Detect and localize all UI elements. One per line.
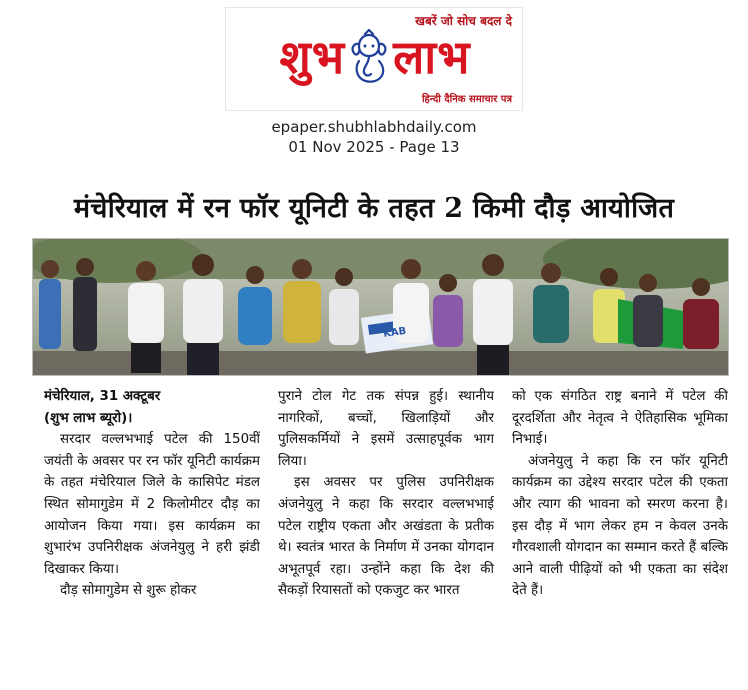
- article-headline: मंचेरियाल में रन फॉर यूनिटी के तहत 2 किमी दौड़ आयोजित: [73, 193, 675, 224]
- paragraph: पुराने टोल गेट तक संपन्न हुई। स्थानीय नागरिकों, बच्चों, खिलाड़ियों और पुलिसकर्मियों ने इसमें उत्साहपूर्वक भाग लिया।: [278, 389, 494, 469]
- logo-word-left: शुभ: [279, 30, 346, 84]
- paragraph: सरदार वल्लभभाई पटेल की 150वीं जयंती के अवसर पर रन फॉर यूनिटी कार्यक्रम के तहत मंचेरियाल जिले के कासिपेट मंडल स्थित सोमागुडेम में 2 किलोमीटर दौड़ का आयोजन किया गया। इस कार्यक्रम का शुभारंभ उपनिरीक्षक अंजनेयुलु ने हरी झंडी दिखाकर किया।: [44, 432, 260, 577]
- banner-text: KAB: [382, 325, 408, 340]
- article-column-3: [512, 386, 728, 690]
- ganesha-icon: [347, 29, 391, 85]
- paragraph: दौड़ सोमागुडेम से शुरू होकर: [60, 583, 197, 599]
- masthead: [225, 7, 523, 111]
- article-body: [44, 386, 730, 690]
- paragraph: इस अवसर पर पुलिस उपनिरीक्षक अंजनेयुलु ने कहा कि सरदार वल्लभभाई पटेल राष्ट्रीय एकता और अखंडता के प्रतीक थे। स्वतंत्र भारत के निर्माण में उनका योगदान अभूतपूर्व रहा। उन्होंने कहा कि देश की सैकड़ों रियासतों को एकजुट कर भारत: [278, 475, 494, 599]
- epaper-url[interactable]: epaper.shubhlabhdaily.com: [271, 118, 477, 136]
- logo-word-right: लाभ: [393, 30, 471, 84]
- dateline-place-date: मंचेरियाल, 31 अक्टूबर: [44, 389, 161, 404]
- article-column-1: [44, 386, 260, 690]
- paragraph: को एक संगठित राष्ट्र बनाने में पटेल की दूरदर्शिता और नेतृत्व ने ऐतिहासिक भूमिका निभाई।: [512, 389, 728, 448]
- article-column-2: [278, 386, 494, 690]
- masthead-subtagline: हिन्दी दैनिक समाचार पत्र: [421, 94, 512, 105]
- masthead-tagline: खबरें जो सोच बदल दे: [415, 14, 512, 28]
- edition-date-page: 01 Nov 2025 - Page 13: [288, 138, 460, 156]
- run-for-unity-photo: [33, 239, 729, 376]
- article-photo: [32, 238, 729, 376]
- paragraph: अंजनेयुलु ने कहा कि रन फॉर यूनिटी कार्यक्रम का उद्देश्य सरदार पटेल की एकता और त्याग की भावना को स्मरण करना है। इस दौड़ में भाग लेकर हम न केवल उनके गौरवशाली योगदान का सम्मान करते हैं बल्कि आने वाली पीढ़ियों को भी एकता का संदेश देते हैं।: [512, 453, 728, 599]
- newspaper-logo[interactable]: [232, 28, 518, 86]
- dateline-bureau: (शुभ लाभ ब्यूरो)।: [44, 410, 133, 426]
